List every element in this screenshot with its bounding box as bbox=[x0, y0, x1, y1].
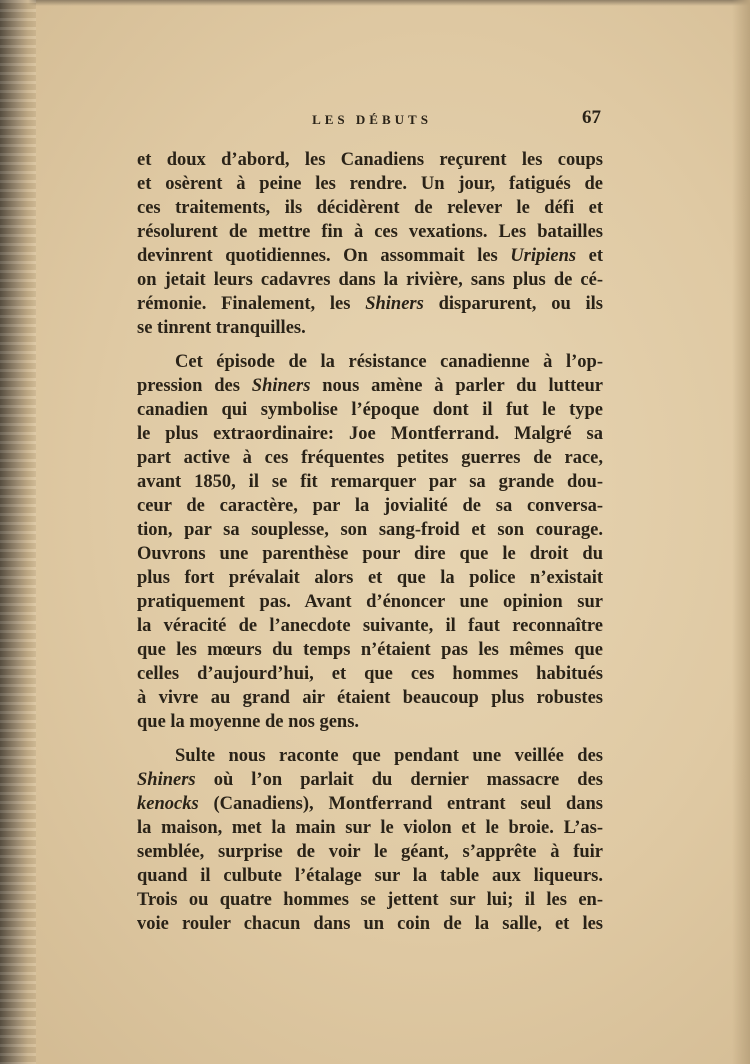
text-run: résolurent de mettre fin à ces vexations. Les batailles bbox=[137, 222, 603, 242]
text-line bbox=[137, 912, 603, 936]
text-run: Sulte nous raconte que pendant une veillée des bbox=[175, 746, 603, 766]
paragraph bbox=[137, 350, 603, 734]
italic-term: Shiners bbox=[137, 770, 196, 790]
text-run: voie rouler chacun dans un coin de la salle, et les bbox=[137, 914, 603, 934]
text-run: disparurent, ou ils bbox=[423, 294, 603, 314]
text-line bbox=[137, 662, 603, 686]
text-line bbox=[137, 196, 603, 220]
text-line bbox=[137, 494, 603, 518]
text-line bbox=[137, 148, 603, 172]
page-binding-edge bbox=[0, 0, 36, 1064]
text-run: (Canadiens), Montferrand entrant seul dans bbox=[198, 794, 603, 814]
italic-term: kenocks bbox=[137, 794, 199, 814]
text-run: pression des bbox=[137, 376, 252, 396]
page-number: 67 bbox=[582, 107, 601, 128]
text-line bbox=[137, 398, 603, 422]
text-run: et bbox=[576, 246, 603, 266]
text-line bbox=[137, 710, 603, 734]
text-run: et doux d’abord, les Canadiens reçurent les coups bbox=[137, 150, 603, 170]
body-text bbox=[137, 148, 603, 936]
text-line bbox=[137, 768, 603, 792]
text-run: la maison, met la main sur le violon et le broie. L’as- bbox=[137, 818, 603, 838]
text-line bbox=[137, 614, 603, 638]
text-run: Trois ou quatre hommes se jettent sur lui; il les en- bbox=[137, 890, 603, 910]
text-line bbox=[137, 566, 603, 590]
text-line bbox=[137, 172, 603, 196]
text-line bbox=[137, 542, 603, 566]
text-run: Cet épisode de la résistance canadienne à l’op- bbox=[175, 352, 603, 372]
text-run: celles d’aujourd’hui, et que ces hommes habitués bbox=[137, 664, 603, 684]
paragraph bbox=[137, 148, 603, 340]
text-line bbox=[137, 470, 603, 494]
text-run: ceur de caractère, par la jovialité de sa conversa- bbox=[137, 496, 603, 516]
text-line bbox=[137, 292, 603, 316]
text-line bbox=[137, 374, 603, 398]
text-run: se tinrent tranquilles. bbox=[137, 318, 306, 338]
text-line bbox=[137, 316, 603, 340]
text-run: que la moyenne de nos gens. bbox=[137, 712, 360, 732]
text-run: que les mœurs du temps n’étaient pas les mêmes que bbox=[137, 640, 603, 660]
text-line bbox=[137, 686, 603, 710]
text-run: Ouvrons une parenthèse pour dire que le droit du bbox=[137, 544, 603, 564]
text-run: canadien qui symbolise l’époque dont il fut le type bbox=[137, 400, 603, 420]
text-line bbox=[137, 744, 603, 768]
page-right-edge bbox=[732, 0, 750, 1064]
text-line bbox=[137, 816, 603, 840]
text-run: pratiquement pas. Avant d’énoncer une opinion sur bbox=[137, 592, 603, 612]
text-run: on jetait leurs cadavres dans la rivière, sans plus de cé- bbox=[137, 270, 603, 290]
text-run: le plus extraordinaire: Joe Montferrand. Malgré sa bbox=[137, 424, 603, 444]
text-run: tion, par sa souplesse, son sang-froid et son courage. bbox=[137, 520, 603, 540]
text-line bbox=[137, 864, 603, 888]
running-header bbox=[137, 106, 603, 132]
text-line bbox=[137, 422, 603, 446]
text-run: la véracité de l’anecdote suivante, il faut reconnaître bbox=[137, 616, 603, 636]
text-run: où l’on parlait du dernier massacre des bbox=[195, 770, 603, 790]
text-line bbox=[137, 268, 603, 292]
italic-term: Uripiens bbox=[510, 246, 577, 266]
text-line bbox=[137, 350, 603, 374]
text-run: ces traitements, ils décidèrent de relever le défi et bbox=[137, 198, 603, 218]
text-run: plus fort prévalait alors et que la police n’existait bbox=[137, 568, 603, 588]
text-line bbox=[137, 518, 603, 542]
text-run: quand il culbute l’étalage sur la table aux liqueurs. bbox=[137, 866, 603, 886]
text-line bbox=[137, 220, 603, 244]
text-line bbox=[137, 792, 603, 816]
page-top-edge bbox=[0, 0, 750, 6]
text-run: devinrent quotidiennes. On assommait les bbox=[137, 246, 511, 266]
text-line bbox=[137, 244, 603, 268]
text-line bbox=[137, 590, 603, 614]
text-run: avant 1850, il se fit remarquer par sa grande dou- bbox=[137, 472, 603, 492]
text-line bbox=[137, 446, 603, 470]
text-line bbox=[137, 840, 603, 864]
italic-term: Shiners bbox=[251, 376, 311, 396]
text-run: et osèrent à peine les rendre. Un jour, fatigués de bbox=[137, 174, 603, 194]
text-line bbox=[137, 638, 603, 662]
text-run: nous amène à parler du lutteur bbox=[310, 376, 603, 396]
text-run: rémonie. Finalement, les bbox=[137, 294, 366, 314]
text-line bbox=[137, 888, 603, 912]
paragraph bbox=[137, 744, 603, 936]
italic-term: Shiners bbox=[365, 294, 424, 314]
text-run: part active à ces fréquentes petites guerres de race, bbox=[137, 448, 603, 468]
text-run: à vivre au grand air étaient beaucoup plus robustes bbox=[137, 688, 603, 708]
running-title: LES DÉBUTS bbox=[312, 112, 432, 127]
text-run: semblée, surprise de voir le géant, s’apprête à fuir bbox=[137, 842, 603, 862]
